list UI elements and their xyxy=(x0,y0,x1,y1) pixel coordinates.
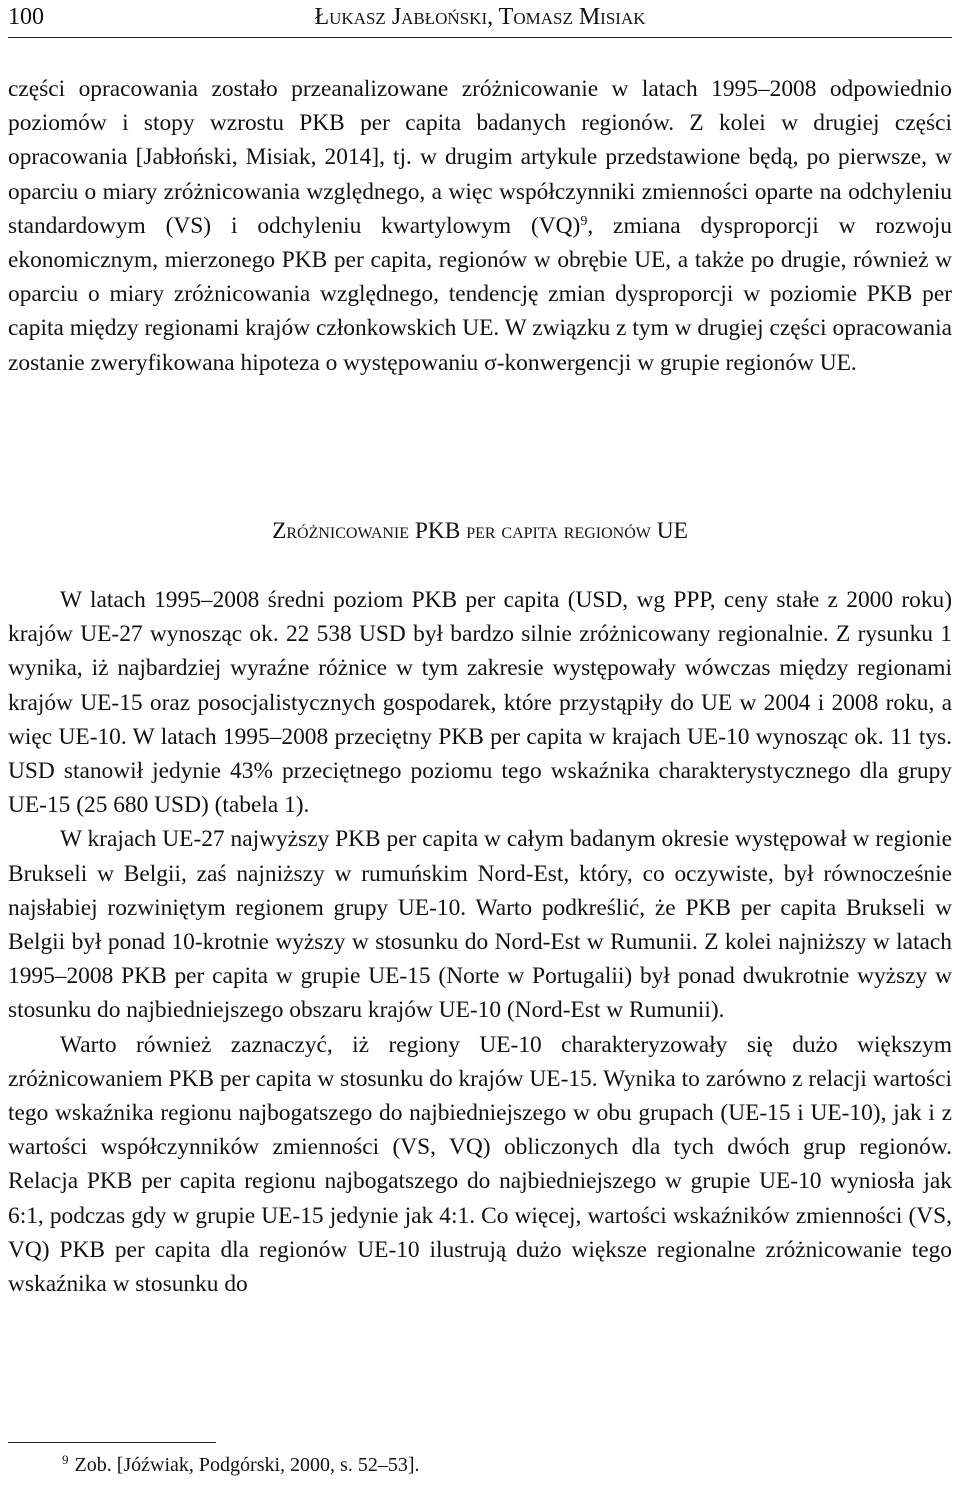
paragraph-1: W latach 1995–2008 średni poziom PKB per capita (USD, wg PPP, ceny stałe z 2000 roku) krajów UE-27 wynosząc ok. 22 538 USD był bardzo silnie zróżnicowany regionalnie. Z rysunku 1 wynika, iż najbardziej wyraźne różnice w tym zakresie występowały wówczas między regionami krajów UE-15 oraz posocjalistycznych gospodarek, które przystąpiły do UE w 2004 i 2008 roku, a więc UE-10. W latach 1995–2008 przeciętny PKB per capita w krajach UE-10 wynosząc ok. 11 tys. USD stanowił jedynie 43% przeciętnego poziomu tego wskaźnika charakterystycznego dla grupy UE-15 (25 680 USD) (tabela 1). xyxy=(8,587,952,819)
running-head-authors xyxy=(8,4,952,31)
intro-paragraph xyxy=(8,72,952,380)
paragraph-3: Warto również zaznaczyć, iż regiony UE-10 charakteryzowały się dużo większym zróżnicowaniem PKB per capita w stosunku do krajów UE-15. Wynika to zarówno z relacji wartości tego wskaźnika regionu najbogatszego do najbiedniejszego w obu grupach (UE-15 i UE-10), jak i z wartości współczynników zmienności (VS, VQ) obliczonych dla tych dwóch grup regionów. Relacja PKB per capita regionu najbogatszego do najbiedniejszego w grupie UE-10 wyniosła jak 6:1, podczas gdy w grupie UE-15 jedynie jak 4:1. Co więcej, wartości wskaźników zmienności (VS, VQ) PKB per capita dla regionów UE-10 ilustrują dużo większe regionalne zróżnicowanie tego wskaźnika w stosunku do xyxy=(8,1031,952,1298)
section-body xyxy=(8,583,952,1301)
footnote-number: 9 xyxy=(62,1452,69,1467)
intro-text-part-2: , zmiana dysproporcji w rozwoju ekonomicznym, mierzonego PKB per capita, regionów w obrębie UE, a także po drugie, również w oparciu o miary zróżnicowania względnego, tendencję zmian dysproporcji w poziomie PKB per capita między regionami krajów członkowskich UE. W związku z tym w drugiej części opracowania zostanie zweryfikowana hipoteza o występowaniu σ-konwergencji w grupie regionów UE. xyxy=(8,212,953,376)
paragraph-2: W krajach UE-27 najwyższy PKB per capita w całym badanym okresie występował w regionie Brukseli w Belgii, zaś najniższy w rumuńskim Nord-Est, który, co oczywiste, był równocześnie najsłabiej rozwiniętym regionem grupy UE-10. Warto podkreślić, że PKB per capita Brukseli w Belgii był ponad 10-krotnie wyższy w stosunku do Nord-Est w Rumunii. Z kolei najniższy w latach 1995–2008 PKB per capita w grupie UE-15 (Norte w Portugalii) był ponad dwukrotnie wyższy w stosunku do najbiedniejszego obszaru krajów UE-10 (Nord-Est w Rumunii). xyxy=(8,826,952,1024)
intro-text-part-1: części opracowania zostało przeanalizowane zróżnicowanie w latach 1995–2008 odpowiednio poziomów i stopy wzrostu PKB per capita badanych regionów. Z kolei w drugiej części opracowania [Jabłoński, Misiak, 2014], tj. w drugim artykule przedstawione będą, po pierwsze, w oparciu o miary zróżnicowania względnego, a więc współczynniki zmienności oparte na odchyleniu standardowym (VS) i odchyleniu kwartylowym (VQ) xyxy=(8,76,952,239)
footnote-divider xyxy=(8,1442,216,1443)
footnote-text: Zob. [Jóźwiak, Podgórski, 2000, s. 52–53]. xyxy=(74,1454,420,1476)
intro-paragraph-block xyxy=(8,72,952,380)
running-header xyxy=(8,0,952,38)
page-number: 100 xyxy=(8,4,44,30)
authors: Łukasz Jabłoński, Tomasz Misiak xyxy=(314,4,646,30)
footnote-ref: 9 xyxy=(580,213,588,229)
footnote xyxy=(62,1454,419,1477)
section-heading: Zróżnicowanie PKB per capita regionów UE xyxy=(272,518,688,544)
